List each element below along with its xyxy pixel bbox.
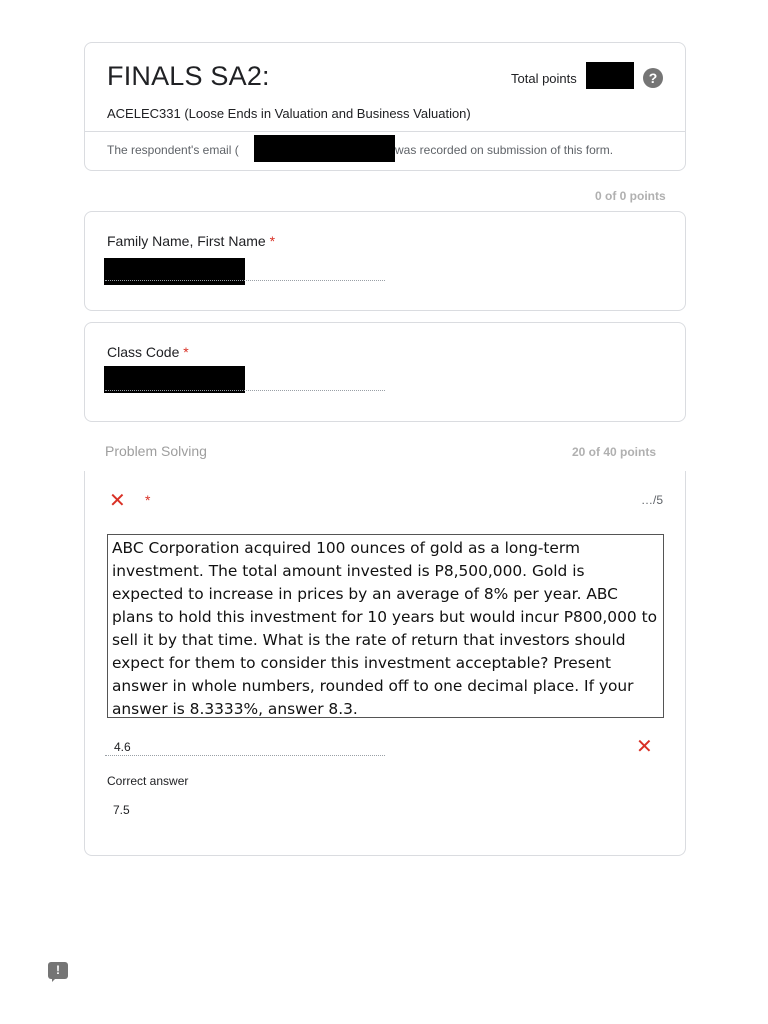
- question-card-name: [84, 211, 686, 311]
- question-label-text: Class Code: [107, 344, 180, 360]
- answer-underline: [105, 755, 385, 756]
- answer-incorrect-icon: ✕: [636, 736, 653, 758]
- form-title: FINALS SA2:: [107, 61, 270, 91]
- question-text-image: ABC Corporation acquired 100 ounces of gold as a long-term investment. The total amount invested is P8,500,000. Gold is expected to increase in prices by an average of 8% per year. ABC plans to hold this investment for 10 years but would incur P800,000 to sell it by that time. What is the rate of return that investors should expect for them to consider this investment acceptable? Present answer in whole numbers, rounded off to one decimal place. If your answer is 8.3333%, answer 8.3.: [107, 534, 664, 718]
- redacted-answer: [104, 366, 245, 393]
- answer-underline: [105, 280, 385, 281]
- redacted-email: [254, 135, 395, 162]
- redacted-total-points: [586, 62, 634, 89]
- question-label: [107, 344, 189, 360]
- header-divider: [85, 131, 685, 132]
- section-points: 20 of 40 points: [572, 445, 657, 459]
- question-score: …/5: [641, 493, 664, 507]
- section-points: 0 of 0 points: [595, 189, 666, 203]
- email-note-prefix: The respondent's email (: [107, 143, 239, 157]
- section-title: Problem Solving: [105, 443, 207, 459]
- help-icon[interactable]: ?: [643, 68, 663, 88]
- question-card-problem: [84, 471, 686, 856]
- incorrect-icon: ✕: [109, 490, 126, 512]
- correct-answer-value: 7.5: [113, 803, 130, 817]
- answer-underline: [105, 390, 385, 391]
- submitted-answer: 4.6: [114, 740, 131, 754]
- form-subtitle: ACELEC331 (Loose Ends in Valuation and Business Valuation): [107, 106, 471, 121]
- required-mark: *: [183, 344, 189, 360]
- required-mark: *: [145, 492, 151, 508]
- feedback-icon[interactable]: !: [48, 962, 68, 979]
- email-note-suffix: was recorded on submission of this form.: [395, 143, 614, 157]
- question-label: [107, 233, 275, 249]
- total-points-label: Total points: [511, 71, 577, 86]
- question-card-class-code: [84, 322, 686, 422]
- correct-answer-label: Correct answer: [107, 774, 189, 788]
- question-label-text: Family Name, First Name: [107, 233, 266, 249]
- required-mark: *: [269, 233, 276, 249]
- form-header-card: [84, 42, 686, 171]
